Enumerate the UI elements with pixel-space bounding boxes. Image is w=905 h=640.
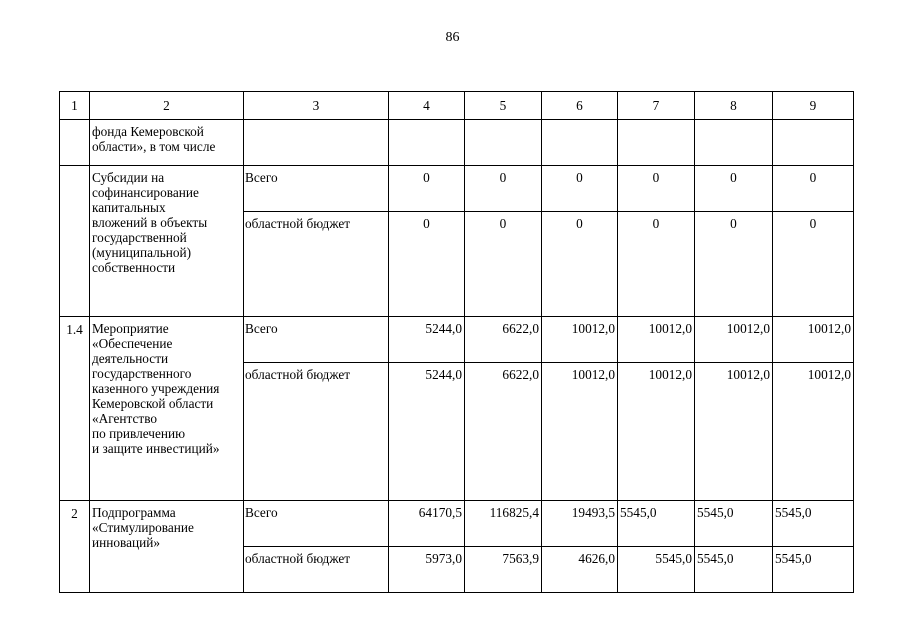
value-cell: 0 [465, 166, 542, 212]
table-row [60, 120, 854, 166]
value-cell: 19493,5 [542, 501, 618, 547]
value-cell [389, 120, 465, 166]
value-cell: 5545,0 [618, 501, 695, 547]
row-name: Субсидии на софинансирование капитальных вложений в объекты государственной (муниципальной) собственности [90, 166, 244, 317]
value-cell: 0 [695, 212, 773, 317]
value-cell: 10012,0 [695, 363, 773, 501]
value-cell: 10012,0 [618, 363, 695, 501]
value-cell [695, 120, 773, 166]
header-cell: 3 [244, 92, 389, 120]
value-cell: 10012,0 [542, 317, 618, 363]
value-cell: 5545,0 [695, 501, 773, 547]
value-cell: 5545,0 [773, 501, 854, 547]
header-cell: 5 [465, 92, 542, 120]
funding-source: Всего [244, 317, 389, 363]
value-cell: 6622,0 [465, 317, 542, 363]
value-cell: 0 [465, 212, 542, 317]
value-cell: 5244,0 [389, 363, 465, 501]
row-name: Мероприятие «Обеспечение деятельности государственного казенного учреждения Кемеровской области «Агентство по привлечению и защите инвестиций» [90, 317, 244, 501]
value-cell: 0 [618, 166, 695, 212]
value-cell: 10012,0 [773, 317, 854, 363]
page-number: 86 [445, 30, 460, 45]
value-cell [542, 120, 618, 166]
header-cell: 8 [695, 92, 773, 120]
value-cell: 0 [773, 212, 854, 317]
value-cell: 10012,0 [773, 363, 854, 501]
row-number: 2 [60, 501, 90, 593]
header-cell: 7 [618, 92, 695, 120]
row-number [60, 120, 90, 166]
value-cell: 10012,0 [695, 317, 773, 363]
header-cell: 4 [389, 92, 465, 120]
value-cell: 10012,0 [618, 317, 695, 363]
value-cell [618, 120, 695, 166]
value-cell [773, 120, 854, 166]
value-cell: 0 [773, 166, 854, 212]
value-cell: 10012,0 [542, 363, 618, 501]
value-cell: 5545,0 [773, 547, 854, 593]
row-name: Подпрограмма «Стимулирование инноваций» [90, 501, 244, 593]
table-row [60, 317, 854, 363]
header-cell: 6 [542, 92, 618, 120]
value-cell: 0 [389, 166, 465, 212]
value-cell: 0 [618, 212, 695, 317]
header-cell: 1 [60, 92, 90, 120]
value-cell: 5244,0 [389, 317, 465, 363]
value-cell [465, 120, 542, 166]
row-number: 1.4 [60, 317, 90, 501]
funding-source: областной бюджет [244, 212, 389, 317]
value-cell: 116825,4 [465, 501, 542, 547]
table-row [60, 501, 854, 547]
table-row [60, 166, 854, 212]
funding-source: Всего [244, 501, 389, 547]
value-cell: 0 [695, 166, 773, 212]
value-cell: 5973,0 [389, 547, 465, 593]
row-name: фонда Кемеровской области», в том числе [90, 120, 244, 166]
value-cell: 0 [542, 166, 618, 212]
value-cell: 0 [389, 212, 465, 317]
value-cell: 7563,9 [465, 547, 542, 593]
value-cell: 5545,0 [695, 547, 773, 593]
funding-source [244, 120, 389, 166]
value-cell: 64170,5 [389, 501, 465, 547]
value-cell: 5545,0 [618, 547, 695, 593]
header-cell: 9 [773, 92, 854, 120]
funding-source: Всего [244, 166, 389, 212]
header-cell: 2 [90, 92, 244, 120]
budget-table [59, 91, 854, 593]
table-header-row [60, 92, 854, 120]
funding-source: областной бюджет [244, 363, 389, 501]
value-cell: 6622,0 [465, 363, 542, 501]
value-cell: 0 [542, 212, 618, 317]
value-cell: 4626,0 [542, 547, 618, 593]
row-number [60, 166, 90, 317]
funding-source: областной бюджет [244, 547, 389, 593]
